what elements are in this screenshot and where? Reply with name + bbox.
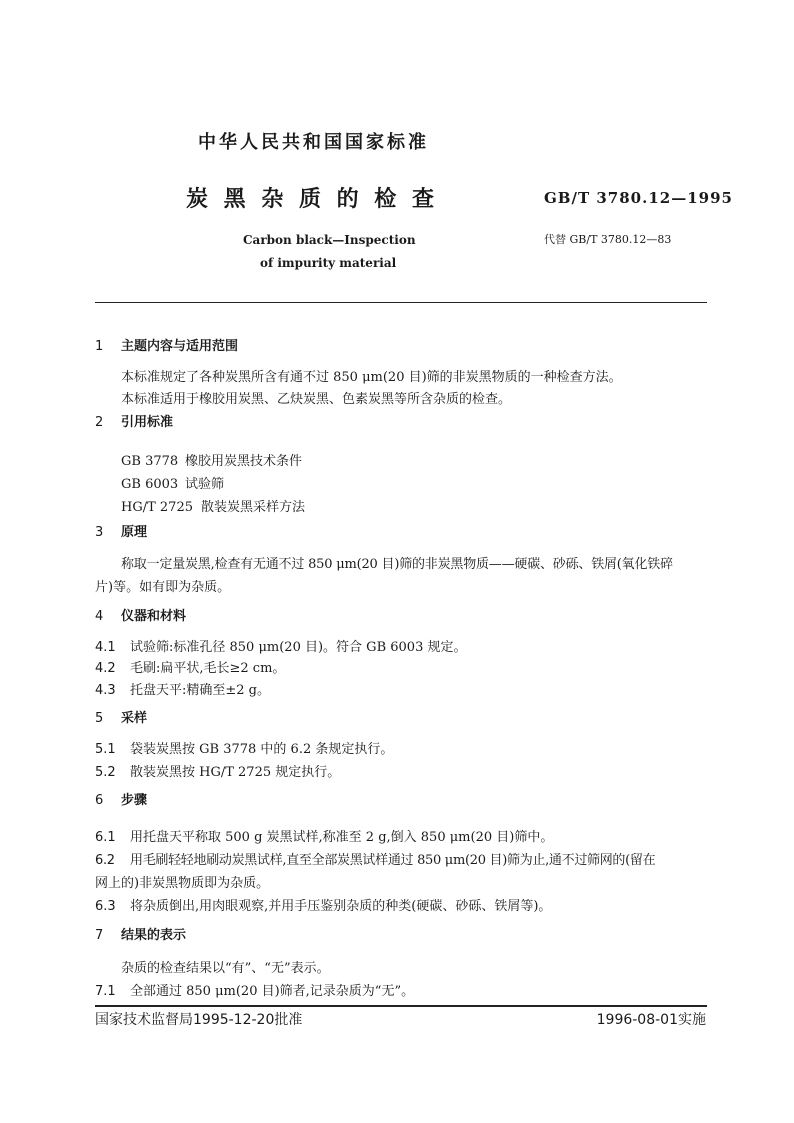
- national-standard-label: 中华人民共和国国家标准: [198, 132, 429, 153]
- document-title-en-line1: Carbon black—Inspection: [243, 233, 416, 247]
- section-5-heading: [95, 710, 147, 728]
- clause-6-3: [95, 898, 551, 916]
- section-6-heading: [95, 792, 147, 810]
- clause-number: 6.3: [95, 899, 116, 914]
- reference-item: [121, 499, 305, 517]
- clause-7-1: [95, 983, 414, 1001]
- section-number: 6: [95, 793, 104, 808]
- section-number: 1: [95, 339, 104, 354]
- section-7-heading: [95, 927, 186, 945]
- clause-number: 5.1: [95, 742, 116, 757]
- clause-text: 用托盘天平称取 500 g 炭黑试样,称准至 2 g,倒入 850 μm(20 目)筛中。: [130, 830, 554, 845]
- clause-4-3: [95, 682, 270, 700]
- clause-text: 将杂质倒出,用肉眼观察,并用手压鉴别杂质的种类(硬碳、砂砾、铁屑等)。: [130, 899, 552, 914]
- reference-item: [121, 476, 224, 494]
- header-divider: [95, 302, 707, 303]
- clause-text: 散装炭黑按 HG/T 2725 规定执行。: [130, 765, 341, 780]
- reference-code: HG/T 2725: [121, 500, 193, 515]
- document-title-cn: 炭 黑 杂 质 的 检 查: [186, 187, 438, 212]
- section-title: 原理: [121, 525, 148, 540]
- clause-text: 袋装炭黑按 GB 3778 中的 6.2 条规定执行。: [130, 742, 394, 757]
- clause-4-2: [95, 660, 285, 678]
- section-3-para-line2: 片)等。如有即为杂质。: [95, 580, 231, 595]
- section-3-heading: [95, 524, 147, 542]
- section-1-para-2: 本标准适用于橡胶用炭黑、乙炔炭黑、色素炭黑等所含杂质的检查。: [121, 392, 512, 407]
- clause-text: 托盘天平:精确至±2 g。: [130, 683, 270, 698]
- section-title: 主题内容与适用范围: [121, 339, 239, 354]
- clause-6-2: [95, 852, 655, 870]
- clause-number: 4.3: [95, 683, 116, 698]
- section-title: 步骤: [121, 793, 148, 808]
- replaces-standard: 代替 GB/T 3780.12—83: [544, 233, 672, 246]
- reference-name: 橡胶用炭黑技术条件: [185, 454, 303, 469]
- reference-code: GB 6003: [121, 477, 179, 492]
- clause-6-2-continued: 网上的)非炭黑物质即为杂质。: [95, 876, 270, 891]
- clause-4-1: [95, 639, 466, 657]
- clause-number: 5.2: [95, 765, 116, 780]
- clause-number: 6.2: [95, 853, 115, 868]
- effective-date: 1996-08-01实施: [596, 1012, 706, 1028]
- section-number: 2: [95, 415, 104, 430]
- section-1-heading: [95, 338, 238, 356]
- section-title: 仪器和材料: [121, 609, 187, 624]
- clause-6-1: [95, 829, 553, 847]
- clause-number: 7.1: [95, 984, 116, 999]
- section-title: 引用标准: [121, 415, 174, 430]
- section-2-heading: [95, 414, 173, 432]
- clause-5-2: [95, 764, 340, 782]
- clause-text: 用毛刷轻轻地刷动炭黑试样,直至全部炭黑试样通过 850 μm(20 目)筛为止,通不过筛网的(留在: [130, 853, 656, 868]
- section-number: 7: [95, 928, 104, 943]
- section-7-para: 杂质的检查结果以“有”、“无”表示。: [121, 961, 330, 976]
- reference-code: GB 3778: [121, 454, 179, 469]
- clause-number: 4.1: [95, 640, 116, 655]
- reference-name: 试验筛: [185, 477, 225, 492]
- clause-text: 试验筛:标准孔径 850 μm(20 目)。符合 GB 6003 规定。: [130, 640, 467, 655]
- section-3-para-line1: 称取一定量炭黑,检查有无通不过 850 μm(20 目)筛的非炭黑物质——硬碳、砂砾、铁屑(氧化铁碎: [121, 557, 673, 572]
- section-number: 4: [95, 609, 104, 624]
- reference-item: [121, 453, 302, 471]
- clause-5-1: [95, 741, 393, 759]
- approval-date: 国家技术监督局1995-12-20批准: [95, 1012, 303, 1028]
- section-title: 采样: [121, 711, 148, 726]
- standard-number: GB/T 3780.12—1995: [544, 189, 733, 207]
- footer-divider: [95, 1005, 707, 1007]
- reference-name: 散装炭黑采样方法: [201, 500, 306, 515]
- clause-number: 4.2: [95, 661, 116, 676]
- section-4-heading: [95, 608, 186, 626]
- section-number: 5: [95, 711, 104, 726]
- clause-number: 6.1: [95, 830, 116, 845]
- clause-text: 毛刷:扁平状,毛长≥2 cm。: [130, 661, 286, 676]
- clause-text: 全部通过 850 μm(20 目)筛者,记录杂质为“无”。: [130, 984, 415, 999]
- section-title: 结果的表示: [121, 928, 187, 943]
- section-number: 3: [95, 525, 104, 540]
- section-1-para-1: 本标准规定了各种炭黑所含有通不过 850 μm(20 目)筛的非炭黑物质的一种检查方法。: [121, 370, 622, 385]
- document-title-en-line2: of impurity material: [260, 256, 397, 270]
